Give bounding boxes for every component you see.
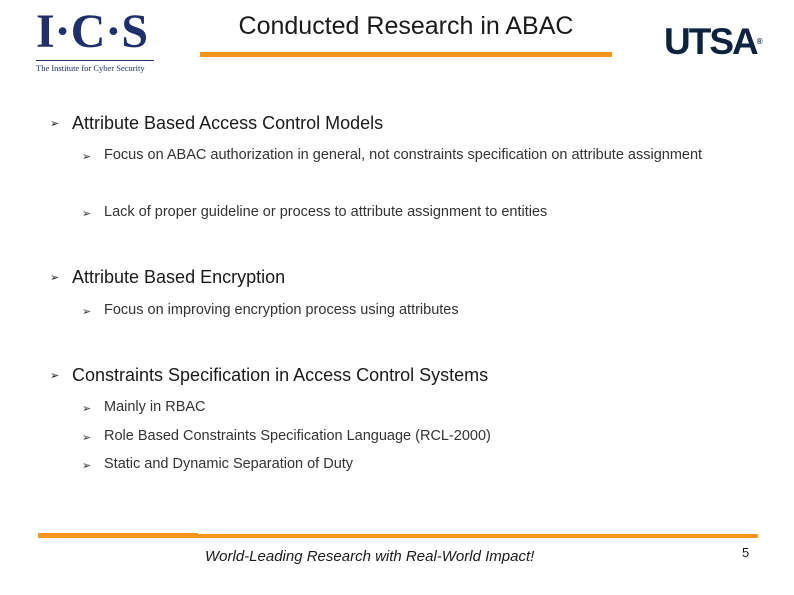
section-heading-text: Constraints Specification in Access Control Systems	[72, 365, 489, 385]
utsa-logo	[664, 22, 763, 62]
bullet-arrow-icon: ➢	[50, 370, 60, 382]
footer-rule-right	[198, 534, 758, 538]
bullet-item	[82, 456, 353, 478]
section-heading-abe	[50, 267, 285, 288]
section-heading-text: Attribute Based Access Control Models	[72, 113, 384, 133]
bullet-text: Focus on improving encryption process using attributes	[104, 302, 459, 318]
ics-logo-tagline: The Institute for Cyber Security	[36, 60, 154, 73]
bullet-item	[82, 428, 491, 450]
utsa-logo-text: UTSA	[664, 21, 757, 62]
bullet-item	[82, 147, 747, 169]
ics-logo	[36, 5, 154, 74]
bullet-arrow-icon: ➢	[82, 151, 92, 163]
page-number: 5	[742, 545, 750, 560]
bullet-text: Lack of proper guideline or process to attribute assignment to entities	[104, 204, 548, 220]
footer-rule-left	[38, 533, 198, 538]
bullet-item	[82, 399, 206, 421]
ics-logo-letters: I·C·S	[36, 5, 149, 58]
bullet-item	[82, 302, 459, 324]
bullet-arrow-icon: ➢	[50, 272, 60, 284]
bullet-arrow-icon: ➢	[82, 208, 92, 220]
bullet-text: Mainly in RBAC	[104, 399, 206, 415]
bullet-arrow-icon: ➢	[50, 118, 60, 130]
bullet-text: Role Based Constraints Specification Language (RCL-2000)	[104, 428, 491, 444]
slide-title: Conducted Research in ABAC	[238, 12, 574, 40]
section-heading-constraints	[50, 365, 488, 386]
registered-mark: ®	[756, 37, 763, 46]
bullet-text: Static and Dynamic Separation of Duty	[104, 456, 354, 472]
title-underline	[200, 52, 612, 57]
bullet-arrow-icon: ➢	[82, 432, 92, 444]
bullet-arrow-icon: ➢	[82, 403, 92, 415]
section-heading-abac-models	[50, 113, 383, 134]
bullet-arrow-icon: ➢	[82, 460, 92, 472]
footer-tagline: World-Leading Research with Real-World Impact!	[205, 548, 535, 565]
bullet-text: Focus on ABAC authorization in general, not constraints specification on attribute assignment	[104, 147, 703, 163]
section-heading-text: Attribute Based Encryption	[72, 267, 286, 287]
bullet-arrow-icon: ➢	[82, 306, 92, 318]
bullet-item	[82, 204, 547, 226]
